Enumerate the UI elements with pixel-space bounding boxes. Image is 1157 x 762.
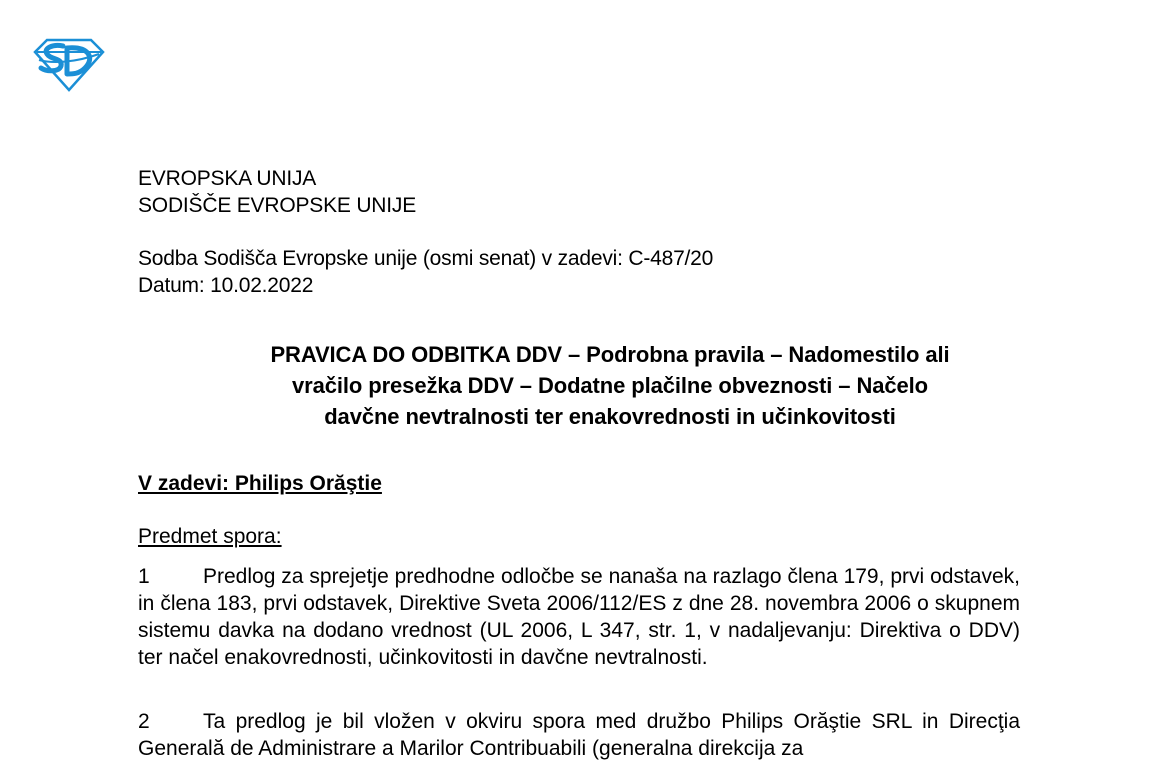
title-line-3: davčne nevtralnosti ter enakovrednosti in učinkovitosti [324,404,896,429]
document-title [138,339,1082,432]
dispute-heading: Predmet spora: [138,525,282,548]
paragraph-text: Ta predlog je bil vložen v okviru spora med družbo Philips Orăştie SRL in Direcţia Generală de Administrare a Marilor Contribuabili (generalna direkcija za [138,710,1020,760]
institution-name: EVROPSKA UNIJA [138,167,317,190]
paragraph-1 [138,563,1020,671]
paragraph-number: 2 [138,710,150,733]
judgment-date: Datum: 10.02.2022 [138,274,314,297]
case-reference: Sodba Sodišča Evropske unije (osmi senat) v zadevi: C-487/20 [138,247,714,270]
court-name: SODIŠČE EVROPSKE UNIJE [138,194,417,217]
paragraph-text: Predlog za sprejetje predhodne odločbe se nanaša na razlago člena 179, prvi odstavek, in člena 183, prvi odstavek, Direktive Sveta 2006/112/ES z dne 28. novembra 2006 o skupnem sistemu davka na dodano vrednost (UL 2006, L 347, str. 1, v nadaljevanju: Direktiva o DDV) ter načel enakovrednosti, učinkovitosti in davčne nevtralnosti. [138,565,1020,669]
title-line-1: PRAVICA DO ODBITKA DDV – Podrobna pravila – Nadomestilo ali [270,342,950,367]
title-line-2: vračilo presežka DDV – Dodatne plačilne obveznosti – Načelo [292,373,928,398]
paragraph-2 [138,708,1020,762]
paragraph-number: 1 [138,565,150,588]
case-parties-heading: V zadevi: Philips Orăştie [138,472,382,495]
logo-emblem [33,38,105,92]
